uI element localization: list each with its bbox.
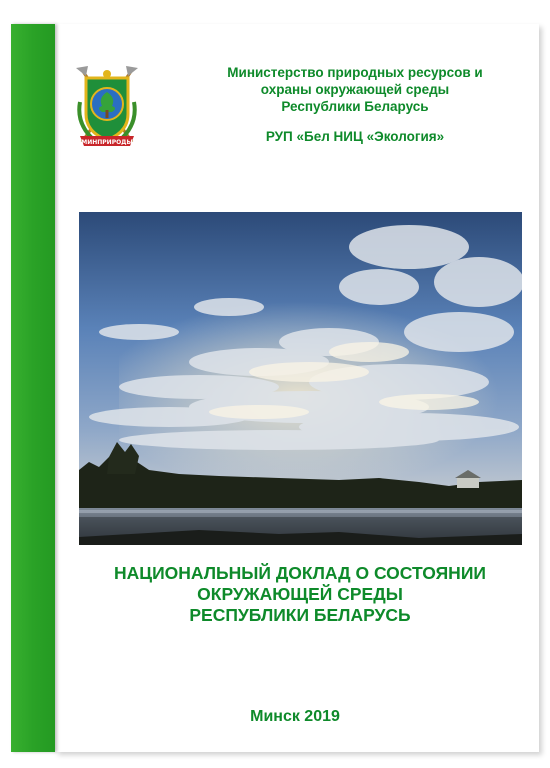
ministry-line-1: Министерство природных ресурсов и — [227, 65, 483, 80]
institute-name: РУП «Бел НИЦ «Экология» — [265, 129, 445, 144]
title-line-2: ОКРУЖАЮЩЕЙ СРЕДЫ — [197, 584, 403, 604]
report-title — [60, 563, 540, 626]
title-line-1: НАЦИОНАЛЬНЫЙ ДОКЛАД О СОСТОЯНИИ — [114, 563, 486, 583]
city-year: Минск 2019 — [250, 708, 340, 725]
ministry-line-3: Республики Беларусь — [281, 99, 429, 114]
ministry-emblem-icon — [72, 62, 142, 152]
ministry-line-2: охраны окружающей среды — [260, 82, 450, 97]
title-line-3: РЕСПУБЛИКИ БЕЛАРУСЬ — [189, 605, 411, 625]
ministry-name — [180, 64, 530, 115]
emblem-ribbon-text: МИНПРИРОДЫ — [81, 139, 133, 146]
green-side-bar — [11, 24, 55, 752]
lake-sky-landscape-photo — [79, 212, 522, 545]
